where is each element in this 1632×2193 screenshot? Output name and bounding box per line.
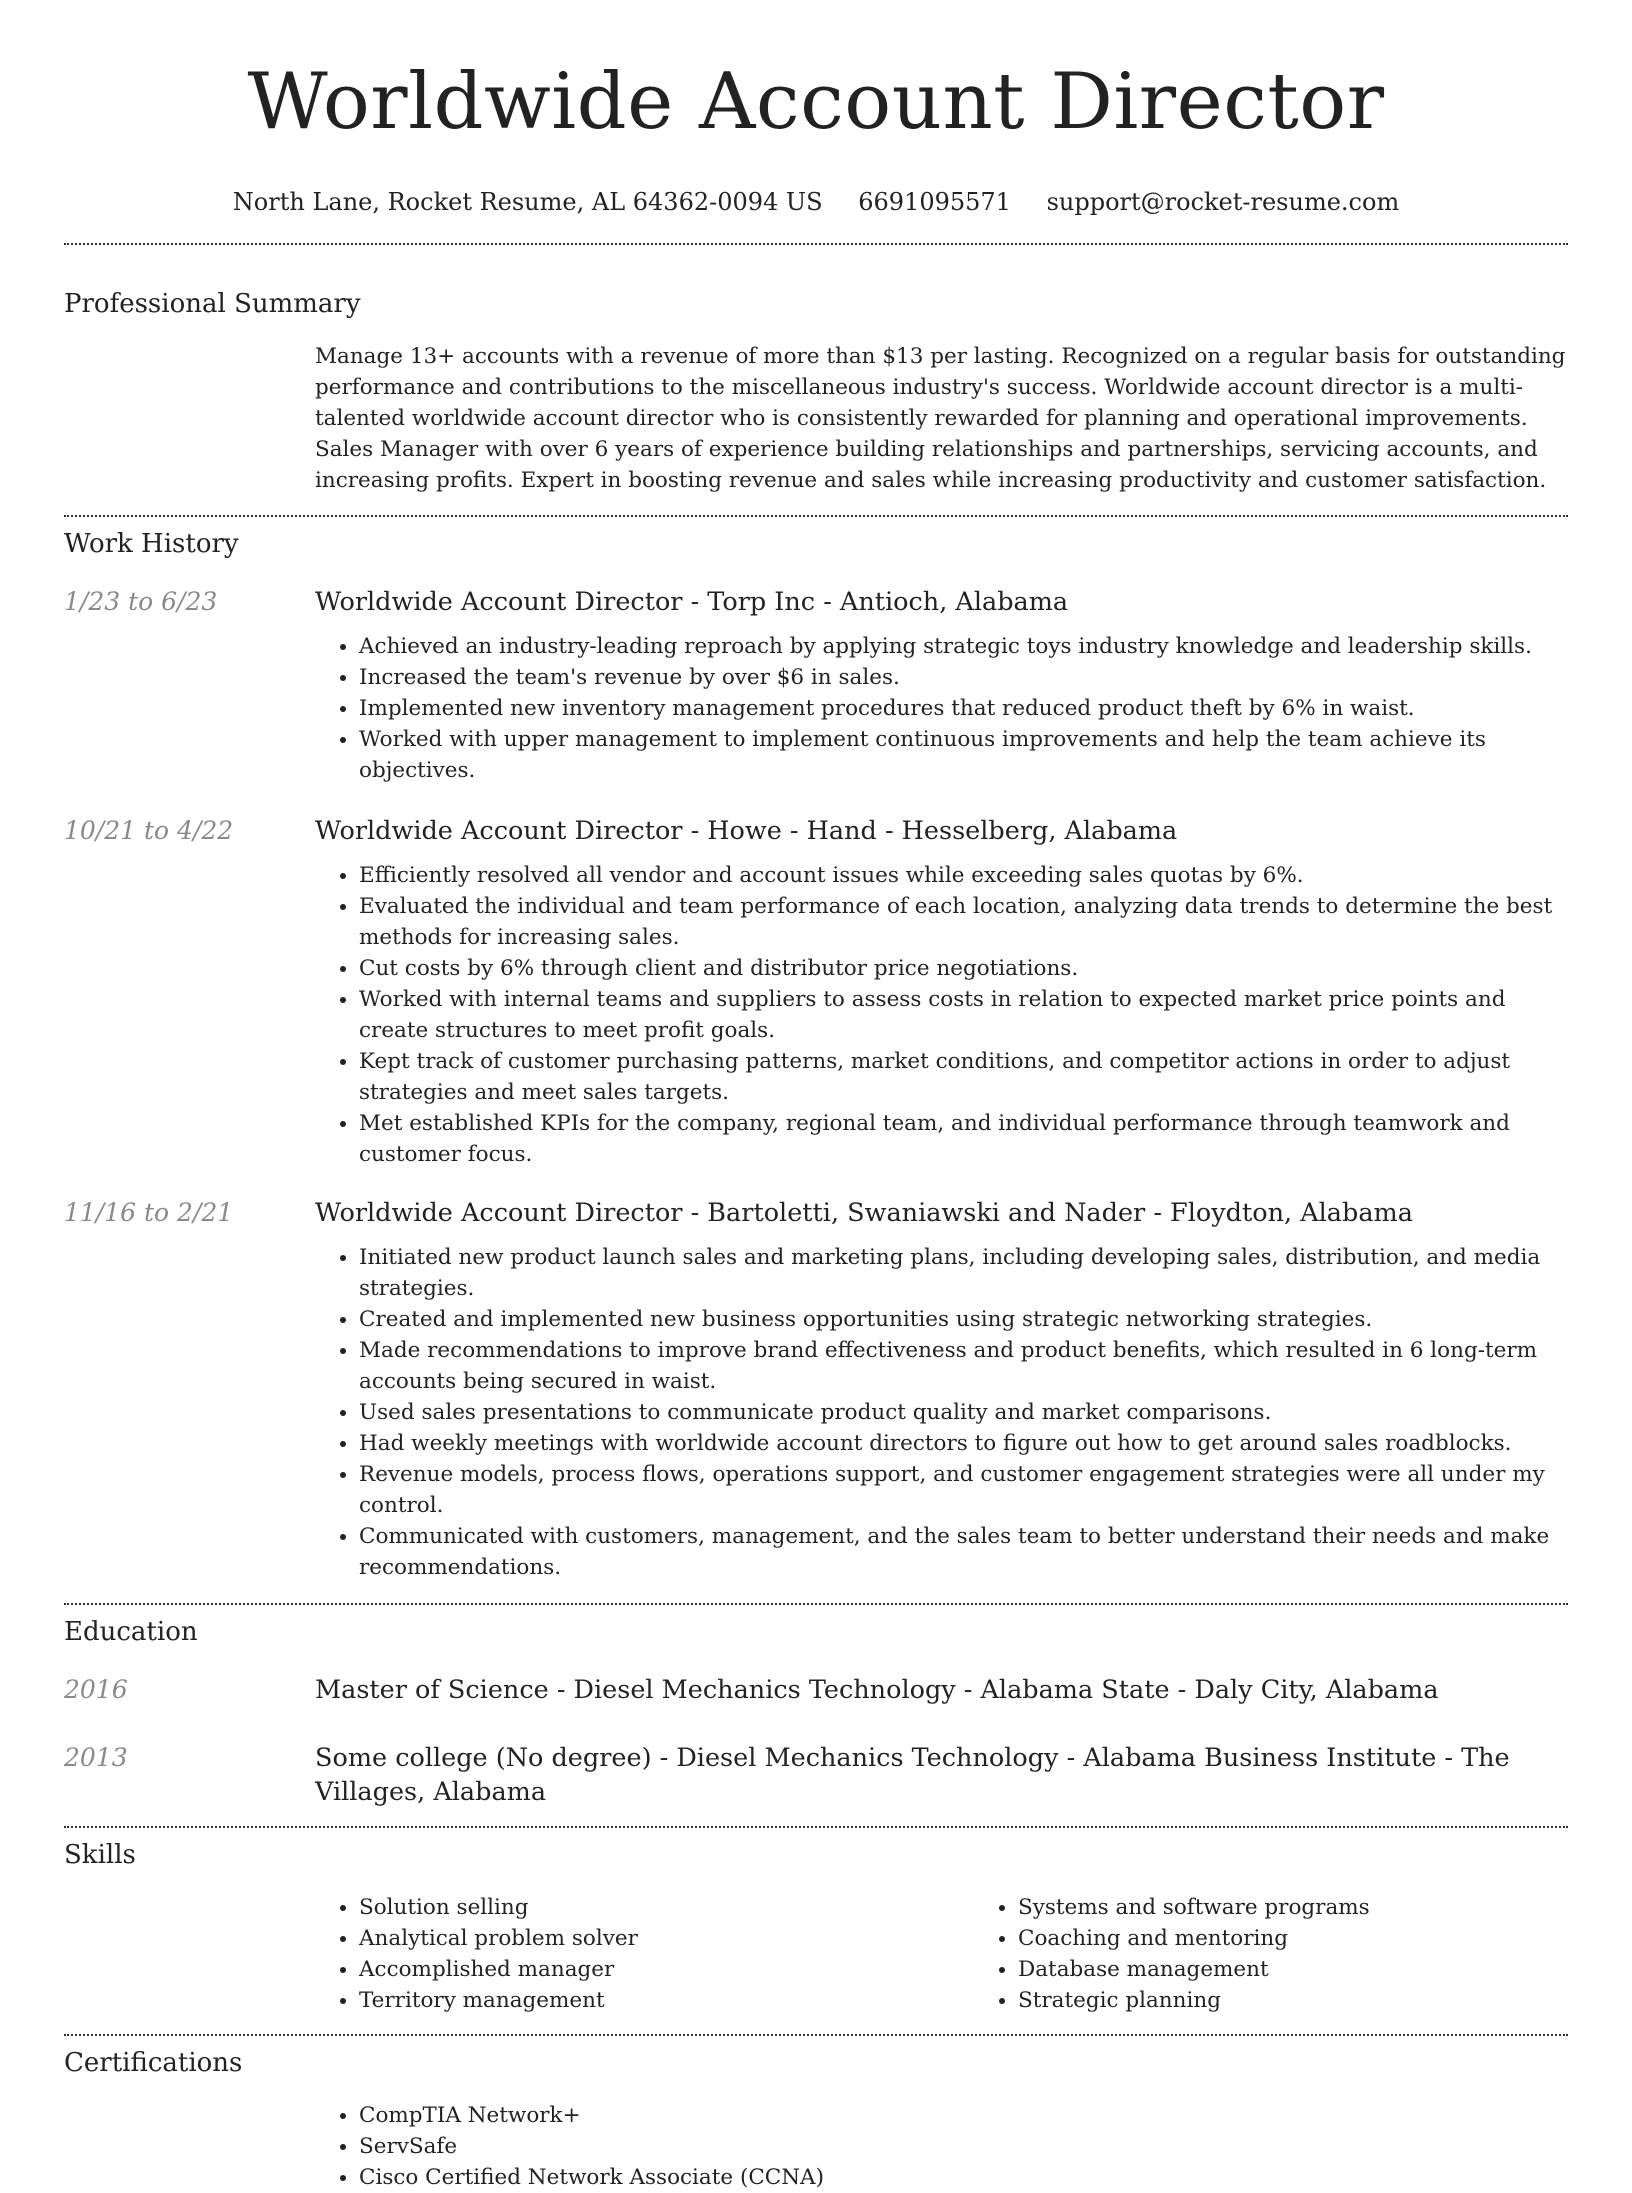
summary-row (64, 341, 1568, 496)
section-title-education: Education (64, 1617, 198, 1647)
job-heading: Worldwide Account Director - Torp Inc - Antioch, Alabama (315, 587, 1069, 617)
job-bullet: • Met established KPIs for the company, regional team, and individual performance through teamwork and customer focus. (359, 1108, 1568, 1170)
job-bullet: • Evaluated the individual and team performance of each location, analyzing data trends to determine the best methods for increasing sales. (359, 891, 1568, 953)
section-divider (64, 1603, 1568, 1605)
job-entry (64, 585, 1568, 786)
job-dates: 10/21 to 4/22 (64, 816, 234, 845)
skill-item: • Accomplished manager (359, 1954, 974, 1985)
section-title-certifications: Certifications (64, 2048, 243, 2078)
certifications-row (64, 2100, 1568, 2193)
job-entry (64, 1196, 1568, 1583)
skill-item: • Analytical problem solver (359, 1923, 974, 1954)
job-bullets (315, 860, 1568, 1170)
job-bullet: • Made recommendations to improve brand effectiveness and product benefits, which resulted in 6 long-term accounts being secured in waist. (359, 1335, 1568, 1397)
skills-column-2 (974, 1892, 1632, 2016)
section-divider (64, 2034, 1568, 2036)
job-bullet: • Had weekly meetings with worldwide account directors to figure out how to get around sales roadblocks. (359, 1428, 1568, 1459)
job-dates: 1/23 to 6/23 (64, 587, 218, 616)
summary-text: Manage 13+ accounts with a revenue of more than $13 per lasting. Recognized on a regular basis for outstanding performance and contributions to the miscellaneous industry's success. Worldwide account director is a multi-talented worldwide account director who is consistently rewarded for planning and operational improvements. Sales Manager with over 6 years of experience building relationships and partnerships, servicing accounts, and increasing profits. Expert in boosting revenue and sales while increasing productivity and customer satisfaction. (315, 344, 1566, 493)
certification-item: • CompTIA Network+ (359, 2100, 1568, 2131)
skill-item: • Territory management (359, 1985, 974, 2016)
section-divider (64, 515, 1568, 517)
job-bullet: • Initiated new product launch sales and marketing plans, including developing sales, distribution, and media strategies. (359, 1242, 1568, 1304)
education-entry (64, 1741, 1568, 1809)
education-year: 2016 (64, 1675, 128, 1704)
certification-item: • Cisco Certified Network Associate (CCNA) (359, 2162, 1568, 2193)
skill-item: • Systems and software programs (1018, 1892, 1632, 1923)
job-bullet: • Communicated with customers, management, and the sales team to better understand their needs and make recommendations. (359, 1521, 1568, 1583)
job-bullet: • Worked with upper management to implement continuous improvements and help the team achieve its objectives. (359, 724, 1568, 786)
contact-address: North Lane, Rocket Resume, AL 64362-0094 US (232, 188, 823, 216)
job-dates: 11/16 to 2/21 (64, 1198, 234, 1227)
job-bullet: • Used sales presentations to communicate product quality and market comparisons. (359, 1397, 1568, 1428)
job-bullet: • Worked with internal teams and suppliers to assess costs in relation to expected market price points and create structures to meet profit goals. (359, 984, 1568, 1046)
job-bullet: • Created and implemented new business opportunities using strategic networking strategies. (359, 1304, 1568, 1335)
education-year: 2013 (64, 1743, 128, 1772)
skills-column-1 (315, 1892, 974, 2016)
skills-row (64, 1892, 1568, 2016)
section-title-skills: Skills (64, 1840, 136, 1870)
resume-name: Worldwide Account Director (247, 57, 1385, 147)
section-divider (64, 1826, 1568, 1828)
contact-email: support@rocket-resume.com (1046, 188, 1400, 216)
education-text: Some college (No degree) - Diesel Mechanics Technology - Alabama Business Institute - The Villages, Alabama (315, 1743, 1510, 1807)
job-heading: Worldwide Account Director - Howe - Hand - Hesselberg, Alabama (315, 816, 1178, 846)
job-bullet: • Efficiently resolved all vendor and account issues while exceeding sales quotas by 6%. (359, 860, 1568, 891)
education-entry (64, 1673, 1568, 1707)
job-bullet: • Cut costs by 6% through client and distributor price negotiations. (359, 953, 1568, 984)
certifications-list (315, 2100, 1568, 2193)
skill-item: • Strategic planning (1018, 1985, 1632, 2016)
skill-item: • Database management (1018, 1954, 1632, 1985)
certification-item: • ServSafe (359, 2131, 1568, 2162)
job-bullet: • Kept track of customer purchasing patterns, market conditions, and competitor actions in order to adjust strategies and meet sales targets. (359, 1046, 1568, 1108)
job-entry (64, 814, 1568, 1170)
job-bullet: • Achieved an industry-leading reproach by applying strategic toys industry knowledge and leadership skills. (359, 631, 1568, 662)
job-bullets (315, 1242, 1568, 1583)
section-title-work: Work History (64, 529, 239, 559)
contact-line (64, 186, 1568, 218)
job-bullet: • Increased the team's revenue by over $6 in sales. (359, 662, 1568, 693)
skill-item: • Solution selling (359, 1892, 974, 1923)
section-title-summary: Professional Summary (64, 289, 361, 319)
job-bullet: • Implemented new inventory management procedures that reduced product theft by 6% in waist. (359, 693, 1568, 724)
section-divider (64, 243, 1568, 245)
education-text: Master of Science - Diesel Mechanics Technology - Alabama State - Daly City, Alabama (315, 1675, 1439, 1705)
skill-item: • Coaching and mentoring (1018, 1923, 1632, 1954)
job-heading: Worldwide Account Director - Bartoletti, Swaniawski and Nader - Floydton, Alabama (315, 1198, 1413, 1228)
contact-phone: 6691095571 (858, 188, 1011, 216)
job-bullet: • Revenue models, process flows, operations support, and customer engagement strategies were all under my control. (359, 1459, 1568, 1521)
job-bullets (315, 631, 1568, 786)
